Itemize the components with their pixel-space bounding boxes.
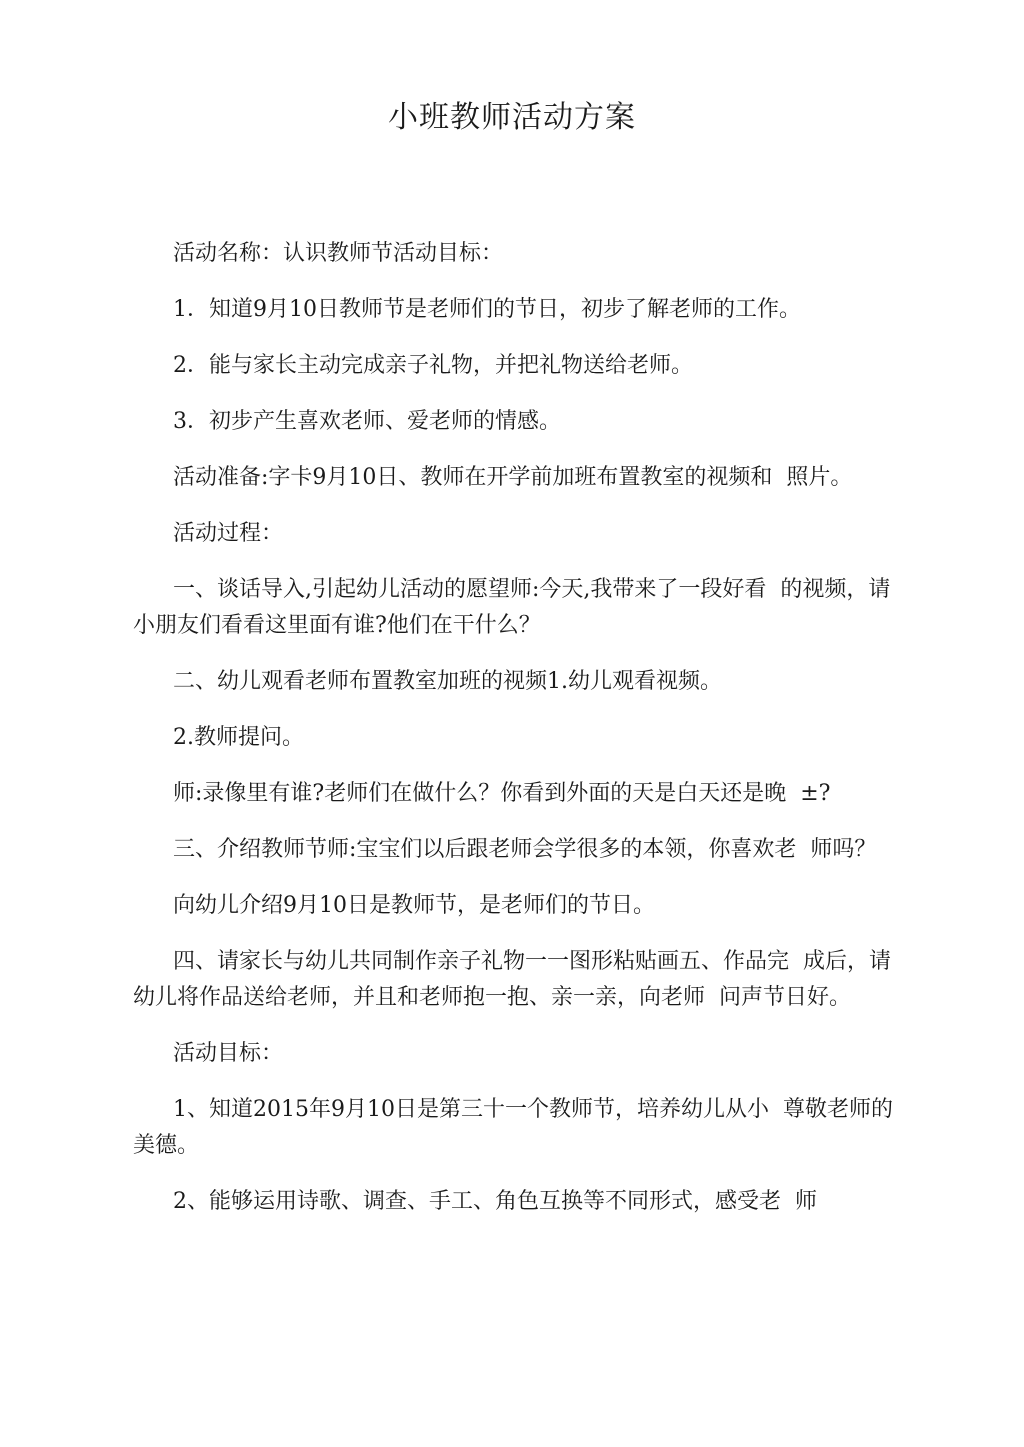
paragraph-introduce-holiday: 向幼儿介绍9月10日是教师节，是老师们的节日。 xyxy=(173,893,655,918)
paragraph-activity-name: 活动名称：认识教师节活动目标： xyxy=(173,241,504,266)
paragraph-step-2: 二、幼儿观看老师布置教室加班的视频1.幼儿观看视频。 xyxy=(173,669,722,694)
document-title: 小班教师活动方案 xyxy=(388,100,636,135)
paragraph-teacher-dialogue: 师:录像里有谁?老师们在做什么？你看到外面的天是白天还是晚 ±? xyxy=(173,781,831,806)
paragraph-goal-1: 1．知道9月10日教师节是老师们的节日，初步了解老师的工作。 xyxy=(173,297,801,322)
paragraph-preparation: 活动准备:字卡9月10日、教师在开学前加班布置教室的视频和 照片。 xyxy=(173,465,853,490)
paragraph-goal-a: 1、知道2015年9月10日是第三十一个教师节，培养幼儿从小 尊敬老师的美德。 xyxy=(133,1097,893,1158)
paragraph-process-heading: 活动过程： xyxy=(173,521,284,546)
paragraph-step-2-question: 2.教师提问。 xyxy=(173,725,304,750)
paragraph-goal-b: 2、能够运用诗歌、调查、手工、角色互换等不同形式，感受老 师 xyxy=(173,1189,817,1214)
paragraph-goals-heading: 活动目标： xyxy=(173,1041,284,1066)
paragraph-goal-2: 2．能与家长主动完成亲子礼物，并把礼物送给老师。 xyxy=(173,353,693,378)
paragraph-step-1: 一、谈话导入,引起幼儿活动的愿望师:今天,我带来了一段好看 的视频，请小朋友们看看这里面有谁?他们在干什么？ xyxy=(133,577,891,638)
paragraph-step-4-5: 四、请家长与幼儿共同制作亲子礼物一一图形粘贴画五、作品完 成后，请幼儿将作品送给老师，并且和老师抱一抱、亲一亲，向老师 问声节日好。 xyxy=(133,949,891,1010)
document-body xyxy=(133,236,903,1220)
paragraph-goal-3: 3．初步产生喜欢老师、爱老师的情感。 xyxy=(173,409,561,434)
paragraph-step-3: 三、介绍教师节师:宝宝们以后跟老师会学很多的本领，你喜欢老 师吗？ xyxy=(173,837,877,862)
